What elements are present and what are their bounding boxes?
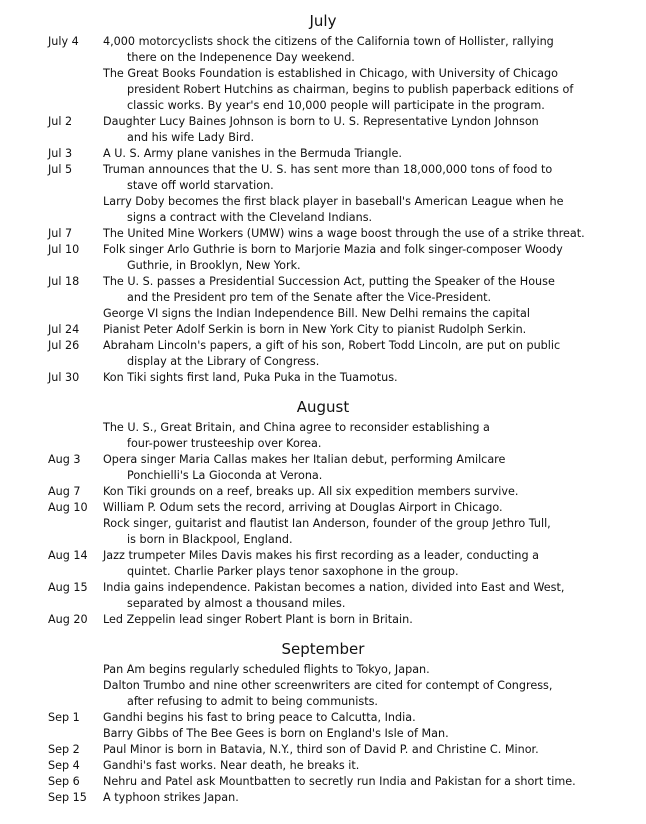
entry-date: Aug 14 [48,549,88,562]
entry-line: Paul Minor is born in Batavia, N.Y., third son of David P. and Christine C. Minor. [103,743,539,756]
entry-line: India gains independence. Pakistan becomes a nation, divided into East and West, [103,581,565,594]
entry-line: Jazz trumpeter Miles Davis makes his first recording as a leader, conducting a [103,549,539,562]
entry-line: The Great Books Foundation is established in Chicago, with University of Chicago [103,67,558,80]
entry-text [103,114,603,146]
entry-line: Dalton Trumbo and nine other screenwriters are cited for contempt of Congress, [103,679,553,692]
entry-line: separated by almost a thousand miles. [127,597,346,610]
entry-text [103,790,603,806]
entry-line: Kon Tiki sights first land, Puka Puka in the Tuamotus. [103,371,398,384]
entry-date: Jul 18 [48,275,80,288]
entry-line: after refusing to admit to being communists. [127,695,378,708]
entry-line: Folk singer Arlo Guthrie is born to Marjorie Mazia and folk singer-composer Woody [103,243,563,256]
entry-line: Rock singer, guitarist and flautist Ian Anderson, founder of the group Jethro Tull, [103,517,551,530]
entry-line: Led Zeppelin lead singer Robert Plant is born in Britain. [103,613,413,626]
entry-date: Sep 1 [48,711,80,724]
entry-text [103,370,603,386]
entry-text [103,452,603,484]
entry-date: Aug 15 [48,581,88,594]
entry-line: The United Mine Workers (UMW) wins a wage boost through the use of a strike threat. [103,227,585,240]
entry-text [103,146,603,162]
entry-text [103,548,603,580]
entry-line: A typhoon strikes Japan. [103,791,239,804]
entry-line: stave off world starvation. [127,179,274,192]
entry-date: Aug 7 [48,485,81,498]
entry-date: Aug 10 [48,501,88,514]
entry-line: Gandhi begins his fast to bring peace to Calcutta, India. [103,711,416,724]
month-title: September [281,640,365,658]
entry-line: Truman announces that the U. S. has sent more than 18,000,000 tons of food to [103,163,553,176]
entry-date: July 4 [48,35,79,48]
entry-line: is born in Blackpool, England. [127,533,293,546]
entry-date: Jul 30 [48,371,80,384]
entry-line: display at the Library of Congress. [127,355,320,368]
entry-text [103,162,603,194]
entry-text [103,612,603,628]
entry-text [103,500,603,516]
entry-line: classic works. By year's end 10,000 people will participate in the program. [127,99,545,112]
entry-text [103,34,603,66]
entry-date: Jul 3 [48,147,73,160]
entry-date: Aug 20 [48,613,88,626]
entry-line: Kon Tiki grounds on a reef, breaks up. All six expedition members survive. [103,485,519,498]
entry-line: The U. S. passes a Presidential Succession Act, putting the Speaker of the House [103,275,555,288]
entry-date: Sep 2 [48,743,80,756]
entry-line: Ponchielli's La Gioconda at Verona. [127,469,323,482]
entry-text [103,678,603,710]
entry-text [103,194,603,226]
entry-line: Opera singer Maria Callas makes her Italian debut, performing Amilcare [103,453,506,466]
entry-line: there on the Indepenence Day weekend. [127,51,355,64]
entry-text [103,226,603,242]
entry-text [103,306,603,322]
entry-date: Jul 5 [48,163,73,176]
entry-text [103,420,603,452]
entry-date: Sep 15 [48,791,87,804]
entry-text [103,580,603,612]
month-title: July [309,12,337,30]
entry-text [103,274,603,306]
entry-line: and the President pro tem of the Senate after the Vice-President. [127,291,492,304]
entry-date: Jul 26 [48,339,80,352]
entry-line: 4,000 motorcyclists shock the citizens of the California town of Hollister, rallying [103,35,554,48]
entry-line: and his wife Lady Bird. [127,131,255,144]
entry-text [103,662,603,678]
entry-line: Pan Am begins regularly scheduled flights to Tokyo, Japan. [103,663,430,676]
entry-text [103,726,603,742]
entry-text [103,242,603,274]
entry-line: Guthrie, in Brooklyn, New York. [127,259,301,272]
entry-date: Jul 7 [48,227,73,240]
entry-line: president Robert Hutchins as chairman, begins to publish paperback editions of [127,83,574,96]
entry-line: Barry Gibbs of The Bee Gees is born on England's Isle of Man. [103,727,449,740]
entry-line: Pianist Peter Adolf Serkin is born in New York City to pianist Rudolph Serkin. [103,323,527,336]
entry-line: Abraham Lincoln's papers, a gift of his son, Robert Todd Lincoln, are put on public [103,339,561,352]
entry-line: The U. S., Great Britain, and China agree to reconsider establishing a [103,421,490,434]
entry-date: Aug 3 [48,453,81,466]
entry-line: George VI signs the Indian Independence Bill. New Delhi remains the capital [103,307,530,320]
entry-date: Jul 10 [48,243,80,256]
entry-text [103,484,603,500]
entry-text [103,516,603,548]
entry-text [103,66,603,114]
entry-date: Jul 24 [48,323,80,336]
entry-date: Jul 2 [48,115,73,128]
entry-line: Nehru and Patel ask Mountbatten to secretly run India and Pakistan for a short time. [103,775,576,788]
entry-text [103,322,603,338]
entry-date: Sep 4 [48,759,80,772]
entry-line: A U. S. Army plane vanishes in the Bermuda Triangle. [103,147,402,160]
entry-text [103,758,603,774]
entry-line: four-power trusteeship over Korea. [127,437,322,450]
entry-text [103,774,603,790]
entry-line: signs a contract with the Cleveland Indians. [127,211,373,224]
entry-text [103,742,603,758]
entry-text [103,338,603,370]
entry-line: quintet. Charlie Parker plays tenor saxophone in the group. [127,565,459,578]
month-title: August [296,398,350,416]
entry-text [103,710,603,726]
entry-line: Gandhi's fast works. Near death, he breaks it. [103,759,360,772]
entry-line: Larry Doby becomes the first black player in baseball's American League when he [103,195,564,208]
entry-date: Sep 6 [48,775,80,788]
entry-line: Daughter Lucy Baines Johnson is born to U. S. Representative Lyndon Johnson [103,115,539,128]
entry-line: William P. Odum sets the record, arriving at Douglas Airport in Chicago. [103,501,503,514]
